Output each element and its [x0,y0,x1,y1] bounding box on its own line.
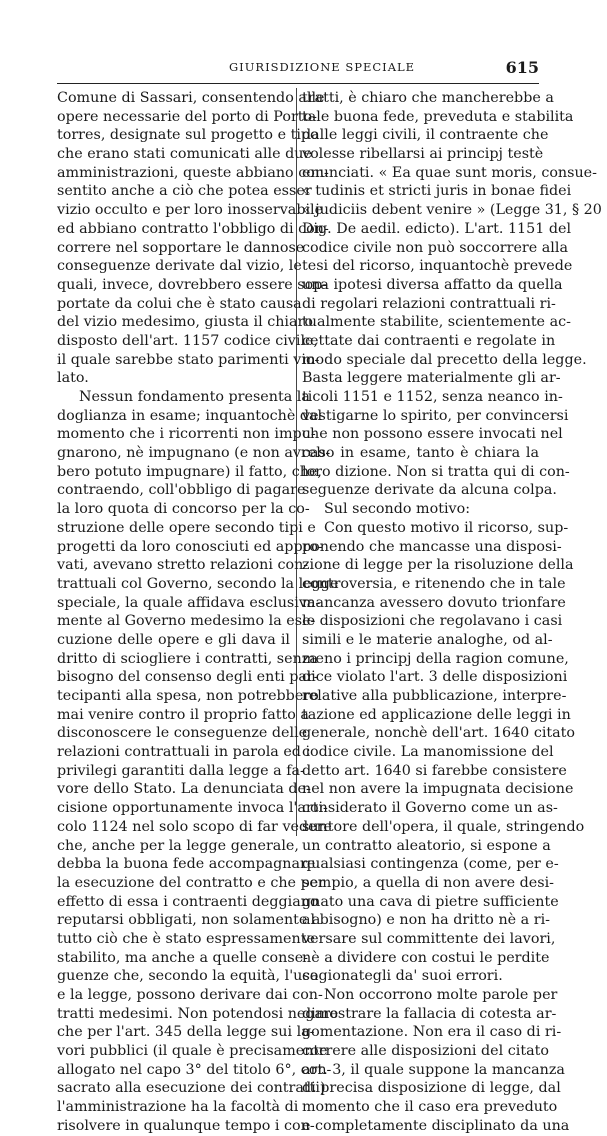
left-column-text-line: del vizio medesimo, giusta il chiaro [57,314,313,331]
left-column-text-line: privilegi garantiti dalla legge a fa- [57,762,305,779]
left-column-text-line: che per l'art. 345 della legge sui la- [57,1024,315,1041]
right-column-text-line: ticoli 1151 e 1152, senza neanco in- [302,389,563,405]
left-column-text-line: la esecuzione del contratto e che per [57,874,326,891]
left-column-text-line: momento che i ricorrenti non impu- [57,426,316,443]
right-column-text-line: Con questo motivo il ricorso, sup- [324,519,569,536]
page-header [57,58,539,80]
right-column-text-line: Dig. De aedil. edicto). L'art. 1151 del [302,220,572,237]
right-column-text-line: di precisa disposizione di legge, dal [302,1080,561,1097]
right-column-text-line: correre alle disposizioni del citato [302,1043,549,1060]
right-column-text-line: caso in esame, tanto è chiara la [302,445,539,462]
left-column-text-line: correre nel sopportare le dannose [57,239,305,256]
left-column-text-line: allogato nel capo 3° del titolo 6°, con- [57,1061,332,1078]
left-column-text-line: risolvere in qualunque tempo i con- [57,1117,315,1134]
left-column-text-line: la loro quota di concorso per la co- [57,501,310,518]
running-head: GIURISDIZIONE SPECIALE [229,60,416,74]
right-column-text-line: art. 3, il quale suppone la mancanza [302,1061,565,1078]
left-column-text-line: guenze che, secondo la equità, l'uso [57,968,319,985]
left-column-text-line: bisogno del consenso degli enti par- [57,669,319,686]
right-column-text-line: tratti, è chiaro che mancherebbe a [302,90,554,106]
right-column-text-line: un contratto aleatorio, si espone a [302,837,551,854]
left-column-text-line: Comune di Sassari, consentendo alle [57,90,325,106]
left-column-text-line: lato. [57,370,89,387]
column-divider [296,88,297,836]
page-number: 615 [505,58,539,77]
left-column-text-line: vore dello Stato. La denunciata de- [57,781,311,798]
right-column-text-line: nè a dividere con costui le perdite [302,949,550,966]
left-column-text-line: quali, invece, dovrebbero essere sop- [57,276,328,293]
left-column-text-line: effetto di essa i contraenti deggiano [57,893,319,910]
right-column-text-line: enunciati. « Ea quae sunt moris, consue- [302,164,597,181]
left-column-text-line: stabilito, ma anche a quelle conse- [57,949,308,966]
right-column-text-line: sempio, a quella di non avere desi- [302,874,554,891]
right-column-text-line: Basta leggere materialmente gli ar- [302,370,561,387]
right-column-text-line: versare sul committente dei lavori, [302,930,556,947]
left-column-text-line: sentito anche a ciò che potea esser [57,183,312,200]
right-column-text-line: mancanza avessero dovuto trionfare [302,594,566,611]
right-column-text-line: « judiciis debent venire » (Legge 31, § 20 [302,202,602,219]
left-column-text-line: che, anche per la legge generale, [57,837,299,854]
left-column-text-line: tutto ciò che è stato espressamente [57,930,315,947]
left-column-text-line: reputarsi obbligati, non solamente a [57,912,321,929]
right-column-text-line: dalle leggi civili, il contraente che [302,127,549,144]
left-column-text-line: bero potuto impugnare) il fatto, che, [57,463,322,480]
right-column-text-line: seguenze derivate da alcuna colpa. [302,482,557,499]
right-column-text-line: modo speciale dal precetto della legge. [302,351,587,368]
right-column-text-line: al bisogno) e non ha dritto nè a ri- [302,912,550,929]
right-column-text-line: codice civile. La manomissione del [302,744,554,761]
left-column-text-line: contraendo, coll'obbligo di pagare [57,482,306,499]
left-column-text-line: il quale sarebbe stato parimenti vio- [57,351,320,368]
left-column-text-line: doglianza in esame; inquantochè dal [57,407,323,424]
right-column-text-line: considerato il Governo come un as- [302,800,558,817]
right-column-text-line: che non possono essere invocati nel [302,426,563,443]
right-column-text-line: generale, nonchè dell'art. 1640 citato [302,725,576,742]
left-column-text-line: cuzione delle opere e gli dava il [57,631,290,648]
right-column-text-line: tale buona fede, preveduta e stabilita [302,108,574,125]
left-column-text-line: torres, designate sul progetto e tipo [57,127,319,144]
right-column-text-line: nel non avere la impugnata decisione [302,781,574,798]
right-column-text-line: gnato una cava di pietre sufficiente [302,893,559,910]
left-column-text-line: ed abbiano contratto l'obbligo di con- [57,220,329,237]
left-column-text-line: l'amministrazione ha la facoltà di [57,1099,299,1116]
right-column-text-line: cagionategli da' suoi errori. [302,968,503,985]
right-column [302,89,602,1136]
right-column-text-line: suntore dell'opera, il quale, stringendo [302,818,585,835]
left-column-text-line: portate da colui che è stato causa [57,295,302,312]
left-column-text-line: gnarono, nè impugnano (e non avreb- [57,445,331,462]
left-column-text-line: opere necessarie del porto di Porto- [57,108,317,125]
left-column-text-line: relazioni contrattuali in parola ed i [57,744,311,761]
left-column-text-line: vati, avevano stretto relazioni con- [57,557,309,574]
left-column-text-line: disposto dell'art. 1157 codice civile, [57,332,319,349]
right-column-text-line: relative alla pubblicazione, interpre- [302,688,567,704]
right-column-text-line: zione di legge per la risoluzione della [302,557,574,574]
left-column-text-line: mente al Governo medesimo la ese- [57,613,316,630]
left-column-text-line: tratti medesimi. Non potendosi negare [57,1005,339,1022]
left-column-text-line: speciale, la quale affidava esclusiva- [57,594,321,611]
left-column-text-line: disconoscere le conseguenze delle [57,725,308,742]
left-column-text-line: sacrato alla esecuzione dei contratti) [57,1080,326,1097]
left-column [57,89,339,1136]
right-column-text-line: gomentazione. Non era il caso di ri- [302,1024,562,1041]
right-column-text-line: controversia, e ritenendo che in tale [302,575,566,592]
left-column-text-line: colo 1124 nel solo scopo di far vedere [57,818,332,835]
right-column-text-line: e completamente disciplinato da una [302,1117,570,1134]
header-rule [57,83,539,84]
right-column-text-line: una ipotesi diversa affatto da quella [302,276,563,293]
right-column-text-line: dimostrare la fallacia di cotesta ar- [302,1005,557,1022]
left-column-text-line: amministrazioni, queste abbiano con- [57,164,329,181]
right-column-text-line: qualsiasi contingenza (come, per e- [302,856,559,873]
left-column-text-line: che erano stati comunicati alle due [57,146,312,163]
left-column-text-line: cisione opportunamente invoca l'arti- [57,800,328,817]
right-column-text-line: tualmente stabilite, scientemente ac- [302,314,571,331]
left-column-text-line: progetti da loro conosciuti ed appro- [57,538,323,555]
left-column-text-line: e la legge, possono derivare dai con- [57,987,323,1003]
right-column-text-line: momento che il caso era preveduto [302,1099,558,1116]
left-column-text-line: vori pubblici (il quale è precisamente [57,1043,328,1060]
right-column-text-line: vestigarne lo spirito, per convincersi [302,407,569,424]
right-column-text-line: dice violato l'art. 3 delle disposizioni [302,669,568,686]
left-column-text-line: dritto di sciogliere i contratti, senza [57,650,318,667]
left-column-text-line: mai venire contro il proprio fatto a [57,706,309,723]
right-column-text-line: di regolari relazioni contrattuali ri- [302,295,556,312]
right-column-text-line: cettate dai contraenti e regolate in [302,332,556,349]
right-column-text-line: Sul secondo motivo: [324,501,471,518]
left-column-text-line: vizio occulto e per loro inosservabile [57,202,324,219]
left-column-text-line: conseguenze derivate dal vizio, le [57,258,302,275]
right-column-text-line: « tudinis et stricti juris in bonae fidei [302,183,572,200]
right-column-text-line: ponendo che mancasse una disposi- [302,538,562,555]
right-column-text-line: tazione ed applicazione delle leggi in [302,706,571,723]
right-column-text-line: meno i principj della ragion comune, [302,650,569,667]
right-column-text-line: loro dizione. Non si tratta qui di con- [302,463,570,480]
left-column-text-line: trattuali col Governo, secondo la legge [57,575,339,592]
left-column-text-line: debba la buona fede accompagnare [57,856,316,873]
left-column-text-line: Nessun fondamento presenta la [79,389,310,405]
right-column-text-line: tesi del ricorso, inquantochè prevede [302,258,573,275]
right-column-text-line: codice civile non può soccorrere alla [302,239,568,256]
left-column-text-line: tecipanti alla spesa, non potrebbero [57,688,319,704]
left-column-text-line: struzione delle opere secondo tipi e [57,519,316,536]
right-column-text-line: volesse ribellarsi ai principj testè [302,146,544,163]
right-column-text-line: le disposizioni che regolavano i casi [302,613,563,630]
right-column-text-line: Non occorrono molte parole per [324,987,558,1003]
right-column-text-line: detto art. 1640 si farebbe consistere [302,762,567,779]
right-column-text-line: simili e le materie analoghe, od al- [302,631,553,648]
